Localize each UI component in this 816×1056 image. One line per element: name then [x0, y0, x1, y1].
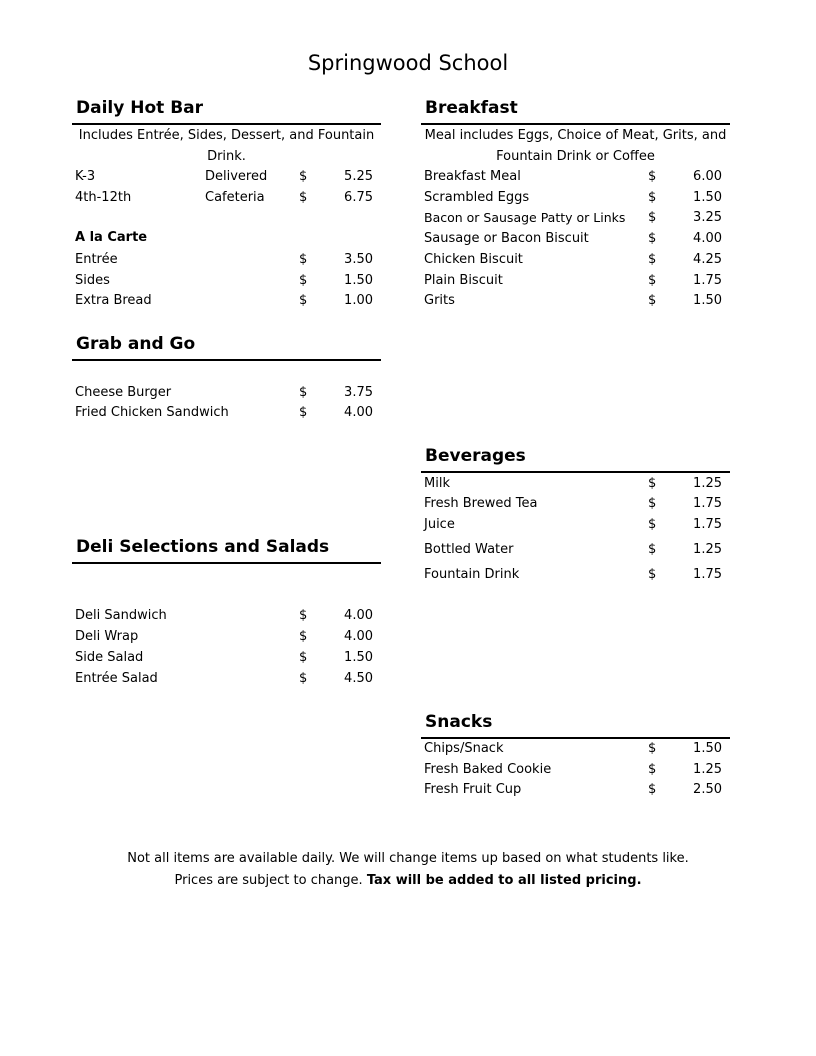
- item-currency: $: [648, 476, 657, 491]
- menu-row: [424, 779, 729, 800]
- item-name: Scrambled Eggs: [424, 190, 530, 205]
- item-price: 1.75: [693, 273, 722, 288]
- item-currency: $: [648, 782, 657, 797]
- item-price: 1.00: [344, 293, 373, 308]
- menu-row: [75, 290, 380, 311]
- beverages-heading: Beverages: [425, 446, 526, 466]
- item-name: 4th-12th: [75, 190, 132, 205]
- item-price: 1.25: [693, 542, 722, 557]
- item-price: 3.75: [344, 385, 373, 400]
- item-currency: $: [299, 405, 308, 420]
- menu-row: [75, 187, 380, 208]
- item-price: 5.25: [344, 169, 373, 184]
- hot-bar-heading: Daily Hot Bar: [76, 98, 204, 118]
- item-name: Fountain Drink: [424, 567, 520, 582]
- item-currency: $: [299, 169, 308, 184]
- menu-row: [424, 228, 729, 249]
- item-currency: $: [648, 517, 657, 532]
- item-location: Delivered: [205, 169, 268, 184]
- item-currency: $: [299, 190, 308, 205]
- breakfast-description: Meal includes Eggs, Choice of Meat, Grits, and Fountain Drink or Coffee: [424, 128, 727, 164]
- item-currency: $: [299, 629, 308, 644]
- menu-row: [424, 207, 729, 228]
- item-price: 4.00: [344, 405, 373, 420]
- item-currency: $: [299, 385, 308, 400]
- menu-row: [75, 605, 380, 626]
- menu-row: [75, 647, 380, 668]
- item-currency: $: [299, 608, 308, 623]
- item-name: Juice: [424, 517, 455, 532]
- item-currency: $: [299, 252, 308, 267]
- menu-row: [75, 382, 380, 403]
- item-currency: $: [648, 210, 657, 225]
- menu-row: [75, 166, 380, 187]
- item-name: Entrée: [75, 252, 118, 267]
- item-currency: $: [648, 293, 657, 308]
- a-la-carte-heading: A la Carte: [75, 230, 148, 245]
- menu-row: [75, 668, 380, 689]
- page-title: Springwood School: [307, 51, 509, 75]
- menu-row: [75, 270, 380, 291]
- item-name: Sausage or Bacon Biscuit: [424, 231, 589, 246]
- item-name: Breakfast Meal: [424, 169, 521, 184]
- snacks-heading: Snacks: [425, 712, 493, 732]
- item-currency: $: [648, 190, 657, 205]
- item-currency: $: [299, 650, 308, 665]
- item-name: K-3: [75, 169, 96, 184]
- item-name: Side Salad: [75, 650, 144, 665]
- item-price: 1.50: [693, 293, 722, 308]
- breakfast-heading: Breakfast: [425, 98, 518, 118]
- item-currency: $: [299, 293, 308, 308]
- item-currency: $: [648, 231, 657, 246]
- item-price: 4.00: [344, 608, 373, 623]
- item-price: 1.25: [693, 762, 722, 777]
- item-name: Deli Wrap: [75, 629, 139, 644]
- item-name: Chips/Snack: [424, 741, 504, 756]
- footer-line-2: [0, 870, 816, 892]
- item-price: 1.50: [693, 190, 722, 205]
- item-currency: $: [648, 496, 657, 511]
- footer-line-1: Not all items are available daily. We will change items up based on what students like.: [127, 851, 689, 866]
- item-price: 4.50: [344, 671, 373, 686]
- item-name: Milk: [424, 476, 450, 491]
- menu-row: [424, 539, 729, 560]
- menu-row: [75, 402, 380, 423]
- item-location: Cafeteria: [205, 190, 265, 205]
- item-price: 2.50: [693, 782, 722, 797]
- item-name: Extra Bread: [75, 293, 152, 308]
- footer-line-2-plain: Prices are subject to change.: [174, 873, 367, 888]
- item-currency: $: [648, 542, 657, 557]
- item-name: Fresh Fruit Cup: [424, 782, 522, 797]
- item-name: Entrée Salad: [75, 671, 158, 686]
- menu-row: [424, 270, 729, 291]
- menu-row: [424, 759, 729, 780]
- item-price: 6.00: [693, 169, 722, 184]
- item-name: Fresh Baked Cookie: [424, 762, 552, 777]
- item-currency: $: [648, 273, 657, 288]
- item-currency: $: [299, 273, 308, 288]
- item-name: Cheese Burger: [75, 385, 172, 400]
- item-name: Bacon or Sausage Patty or Links: [424, 210, 626, 225]
- item-currency: $: [648, 567, 657, 582]
- hot-bar-description: Includes Entrée, Sides, Dessert, and Fountain Drink.: [78, 128, 375, 164]
- item-name: Chicken Biscuit: [424, 252, 523, 267]
- item-currency: $: [299, 671, 308, 686]
- item-name: Fresh Brewed Tea: [424, 496, 538, 511]
- menu-row: [424, 738, 729, 759]
- menu-row: [424, 290, 729, 311]
- menu-row: [424, 514, 729, 535]
- deli-rule: [72, 562, 381, 564]
- menu-row: [424, 187, 729, 208]
- grab-and-go-heading: Grab and Go: [76, 334, 196, 354]
- menu-row: [424, 249, 729, 270]
- item-price: 1.50: [344, 273, 373, 288]
- item-price: 1.50: [693, 741, 722, 756]
- menu-row: [424, 493, 729, 514]
- menu-row: [424, 473, 729, 494]
- item-price: 1.75: [693, 517, 722, 532]
- footer-note: [0, 848, 816, 892]
- item-name: Deli Sandwich: [75, 608, 167, 623]
- menu-row: [75, 626, 380, 647]
- item-price: 1.75: [693, 496, 722, 511]
- item-currency: $: [648, 169, 657, 184]
- grab-and-go-rule: [72, 359, 381, 361]
- item-price: 3.25: [693, 210, 722, 225]
- menu-row: [424, 166, 729, 187]
- item-name: Fried Chicken Sandwich: [75, 405, 229, 420]
- item-currency: $: [648, 741, 657, 756]
- item-price: 4.25: [693, 252, 722, 267]
- item-price: 1.25: [693, 476, 722, 491]
- item-currency: $: [648, 252, 657, 267]
- item-price: 1.50: [344, 650, 373, 665]
- item-currency: $: [648, 762, 657, 777]
- menu-row: [424, 564, 729, 585]
- item-price: 3.50: [344, 252, 373, 267]
- footer-tax-note: Tax will be added to all listed pricing.: [366, 873, 642, 888]
- menu-row: [75, 249, 380, 270]
- item-name: Sides: [75, 273, 110, 288]
- item-name: Plain Biscuit: [424, 273, 503, 288]
- item-price: 4.00: [693, 231, 722, 246]
- item-price: 1.75: [693, 567, 722, 582]
- item-name: Bottled Water: [424, 542, 514, 557]
- item-price: 6.75: [344, 190, 373, 205]
- item-price: 4.00: [344, 629, 373, 644]
- item-name: Grits: [424, 293, 455, 308]
- deli-heading: Deli Selections and Salads: [76, 537, 330, 557]
